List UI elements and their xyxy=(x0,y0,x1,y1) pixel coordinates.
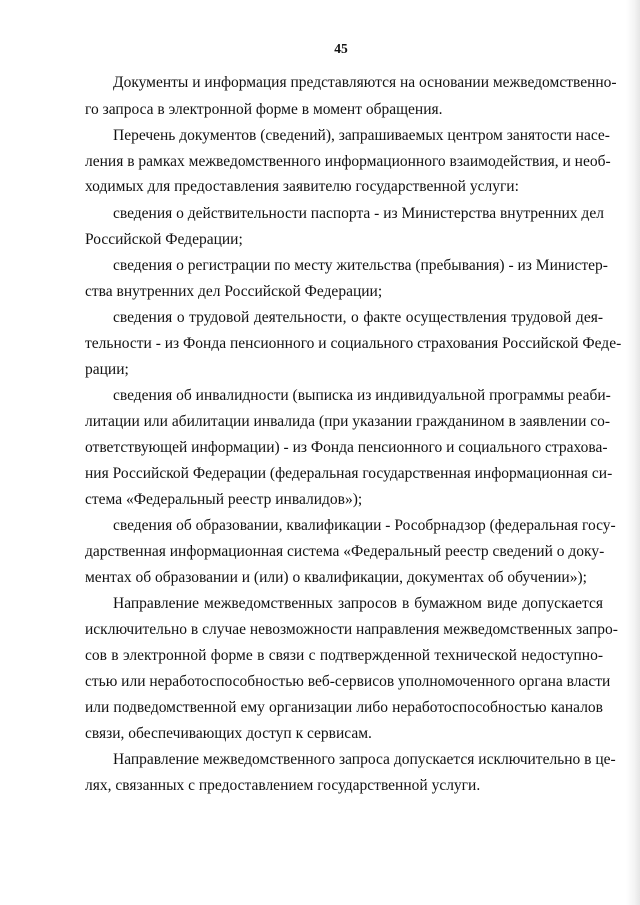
text-line: сов в электронной форме в связи с подтвержденной технической недоступно- xyxy=(85,647,603,664)
text-line: Документы и информация представляются на основании межведомственно- xyxy=(113,74,617,91)
page-number: 45 xyxy=(334,41,348,56)
text-line: тельности - из Фонда пенсионного и социального страхования Российской Феде- xyxy=(85,335,622,352)
scan-edge-shadow xyxy=(626,0,640,905)
text-line: ходимых для предоставления заявителю государственной услуги: xyxy=(85,178,519,195)
text-line: Направление межведомственного запроса допускается исключительно в це- xyxy=(113,751,616,768)
text-line: го запроса в электронной форме в момент обращения. xyxy=(85,101,443,118)
text-line: стема «Федеральный реестр инвалидов»); xyxy=(85,491,363,508)
text-line: сведения о трудовой деятельности, о факте осуществления трудовой дея- xyxy=(113,309,603,326)
text-line: ства внутренних дел Российской Федерации; xyxy=(85,283,383,300)
text-line: Направление межведомственных запросов в бумажном виде допускается xyxy=(113,595,603,612)
text-line: рации; xyxy=(85,361,129,378)
text-line: литации или абилитации инвалида (при указании гражданином в заявлении со- xyxy=(85,413,611,430)
text-line: ментах об образовании и (или) о квалификации, документах об обучении»); xyxy=(85,569,587,586)
text-line: ния Российской Федерации (федеральная государственная информационная си- xyxy=(85,465,613,482)
text-line: ления в рамках межведомственного информационного взаимодействия, и необ- xyxy=(85,153,611,170)
text-line: или подведомственной ему организации либо неработоспособностью каналов xyxy=(85,699,603,716)
text-line: исключительно в случае невозможности направления межведомственных запро- xyxy=(85,621,618,638)
text-line: сведения о действительности паспорта - из Министерства внутренних дел xyxy=(113,205,604,222)
text-line: лях, связанных с предоставлением государственной услуги. xyxy=(85,777,481,794)
text-line: сведения об образовании, квалификации - Рособрнадзор (федеральная госу- xyxy=(113,517,616,534)
text-line: стью или неработоспособностью веб-сервисов уполномоченного органа власти xyxy=(85,673,611,690)
text-line: Перечень документов (сведений), запрашиваемых центром занятости насе- xyxy=(113,127,610,144)
text-line: дарственная информационная система «Федеральный реестр сведений о доку- xyxy=(85,543,605,560)
text-line: сведения о регистрации по месту жительства (пребывания) - из Министер- xyxy=(113,257,608,274)
text-line: Российской Федерации; xyxy=(85,231,243,248)
text-line: сведения об инвалидности (выписка из индивидуальной программы реаби- xyxy=(113,387,611,404)
text-line: ответствующей информации) - из Фонда пенсионного и социального страхова- xyxy=(85,439,608,456)
text-line: связи, обеспечивающих доступ к сервисам. xyxy=(85,725,372,742)
